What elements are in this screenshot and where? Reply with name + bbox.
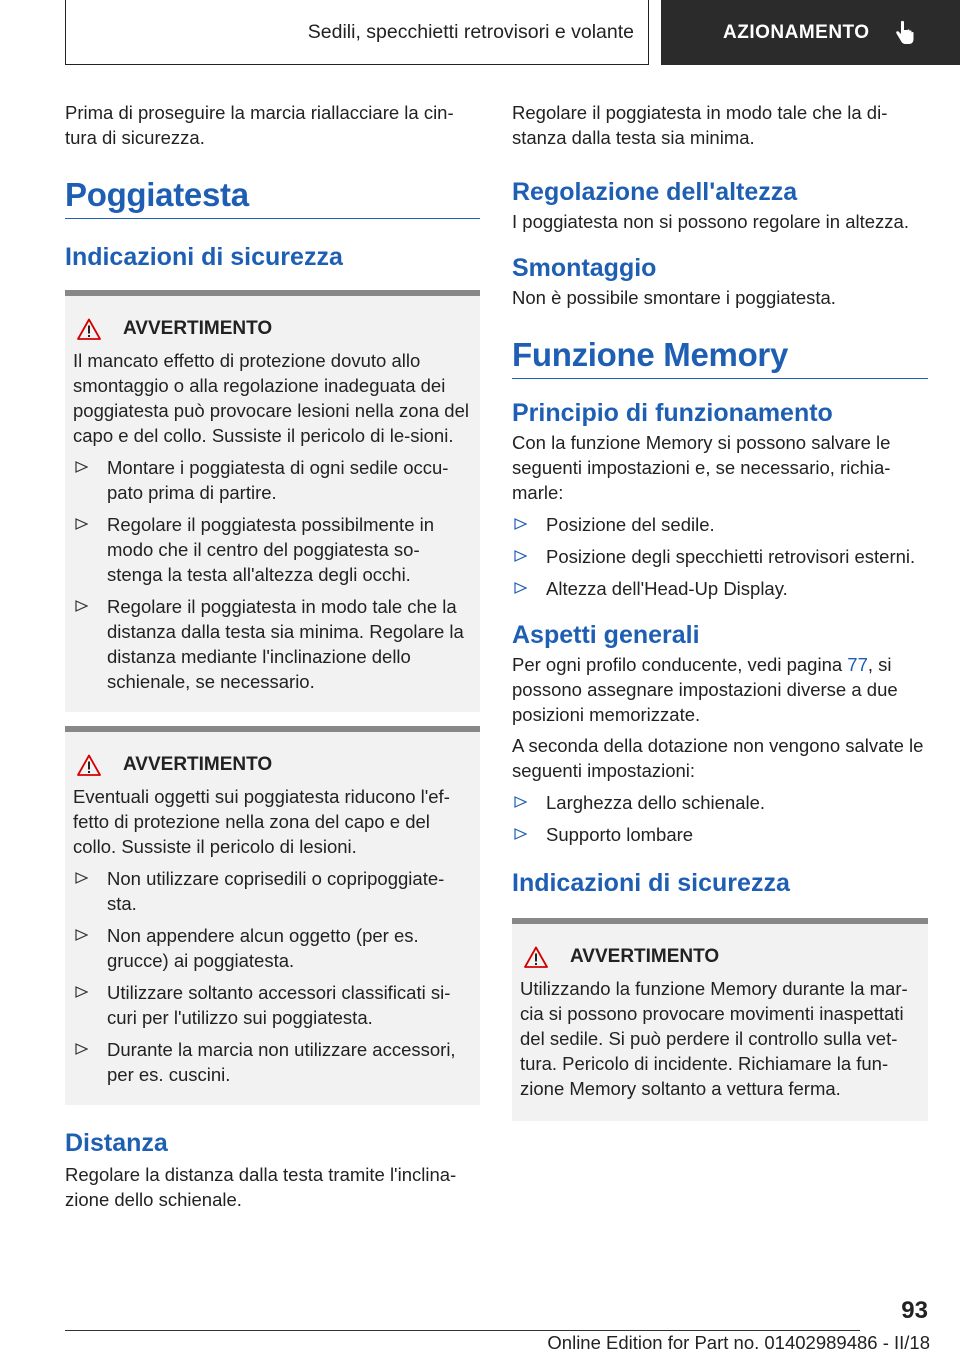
heading-removal: Smontaggio xyxy=(512,254,657,282)
list-item: Non utilizzare coprisedili o copripoggiate-sta. xyxy=(73,866,472,916)
general-paragraph: Per ogni profilo conducente, vedi pagina 77, si possono assegnare impostazioni diverse a due posizioni memorizzate. xyxy=(512,654,898,725)
warning-triangle-icon xyxy=(77,318,101,340)
page-number: 93 xyxy=(901,1297,928,1324)
warning-list-1 xyxy=(73,455,472,694)
warning-box-1 xyxy=(65,290,480,712)
list-item: Montare i poggiatesta di ogni sedile occu-pato prima di partire. xyxy=(73,455,472,505)
height-paragraph: I poggiatesta non si possono regolare in altezza. xyxy=(512,211,909,232)
warning-triangle-icon xyxy=(77,754,101,776)
footer-edition: Online Edition for Part no. 01402989486 - II/18 xyxy=(547,1332,930,1353)
header-section-box xyxy=(65,0,649,65)
heading-safety-left: Indicazioni di sicurezza xyxy=(65,243,343,271)
triangle-bullet-icon xyxy=(514,550,527,562)
footer-divider xyxy=(65,1330,860,1331)
header-chapter-box xyxy=(661,0,960,65)
warning-list-2 xyxy=(73,866,472,1087)
triangle-bullet-icon xyxy=(514,582,527,594)
heading-memory: Funzione Memory xyxy=(512,336,789,373)
warning-title-2: AVVERTIMENTO xyxy=(73,754,472,776)
distance-paragraph: Regolare la distanza dalla testa tramite l'inclina-zione dello schienale. xyxy=(65,1164,457,1210)
triangle-bullet-icon xyxy=(75,986,88,998)
intro-paragraph-right: Regolare il poggiatesta in modo tale che la di-stanza dalla testa sia minima. xyxy=(512,102,888,148)
principle-list xyxy=(512,512,928,601)
list-item: Posizione degli specchietti retrovisori esterni. xyxy=(512,544,928,569)
triangle-bullet-icon xyxy=(514,518,527,530)
heading-distance: Distanza xyxy=(65,1129,168,1157)
general-list xyxy=(512,790,928,847)
warning-text-3: Utilizzando la funzione Memory durante la mar-cia si possono provocare movimenti inaspettati del sedile. Si può perdere il controllo sulla vet-tura. Pericolo di incidente. Richiamare la fun-zione Memory soltanto a vettura ferma. xyxy=(520,978,908,1099)
list-item: Durante la marcia non utilizzare accessori, per es. cuscini. xyxy=(73,1037,472,1087)
header-chapter-title: AZIONAMENTO xyxy=(723,21,870,43)
triangle-bullet-icon xyxy=(75,600,88,612)
list-item: Regolare il poggiatesta in modo tale che la distanza dalla testa sia minima. Regolare la distanza mediante l'inclinazione dello schienale, se necessario. xyxy=(73,594,472,694)
warning-text-1: Il mancato effetto di protezione dovuto allo smontaggio o alla regolazione inadeguata dei poggiatesta può provocare lesioni nella zona del capo e del collo. Sussiste il pericolo di le-sioni. xyxy=(73,350,469,446)
triangle-bullet-icon xyxy=(75,518,88,530)
list-item: Regolare il poggiatesta possibilmente in modo che il centro del poggiatesta so-stenga la testa all'altezza degli occhi. xyxy=(73,512,472,587)
heading-poggiatesta: Poggiatesta xyxy=(65,176,249,213)
hand-pointer-icon xyxy=(892,20,916,46)
warning-box-2 xyxy=(65,726,480,1105)
warning-text-2: Eventuali oggetti sui poggiatesta riducono l'ef-fetto di protezione nella zona del capo e del collo. Sussiste il pericolo di lesioni. xyxy=(73,786,450,857)
heading-safety-right: Indicazioni di sicurezza xyxy=(512,869,790,897)
triangle-bullet-icon xyxy=(75,929,88,941)
list-item: Larghezza dello schienale. xyxy=(512,790,928,815)
list-item: Altezza dell'Head-Up Display. xyxy=(512,576,928,601)
triangle-bullet-icon xyxy=(514,796,527,808)
list-item: Supporto lombare xyxy=(512,822,928,847)
heading-memory-block xyxy=(512,336,928,379)
triangle-bullet-icon xyxy=(75,1043,88,1055)
list-item: Posizione del sedile. xyxy=(512,512,928,537)
heading-general: Aspetti generali xyxy=(512,621,700,649)
removal-paragraph: Non è possibile smontare i poggiatesta. xyxy=(512,287,836,308)
warning-box-3 xyxy=(512,918,928,1121)
general-paragraph-2: A seconda della dotazione non vengono salvate le seguenti impostazioni: xyxy=(512,735,924,781)
list-item: Non appendere alcun oggetto (per es. grucce) ai poggiatesta. xyxy=(73,923,472,973)
warning-title-3: AVVERTIMENTO xyxy=(520,946,920,968)
intro-paragraph: Prima di proseguire la marcia riallacciare la cin-tura di sicurezza. xyxy=(65,102,454,148)
warning-title-1: AVVERTIMENTO xyxy=(73,318,472,340)
list-item: Utilizzare soltanto accessori classificati si-curi per l'utilizzo sui poggiatesta. xyxy=(73,980,472,1030)
triangle-bullet-icon xyxy=(514,828,527,840)
heading-poggiatesta-block xyxy=(65,176,480,219)
heading-principle: Principio di funzionamento xyxy=(512,399,833,427)
principle-paragraph: Con la funzione Memory si possono salvare le seguenti impostazioni e, se necessario, richia-marle: xyxy=(512,432,891,503)
heading-height-adjust: Regolazione dell'altezza xyxy=(512,178,798,206)
right-column xyxy=(512,100,928,1121)
page-link-77[interactable]: 77 xyxy=(847,654,868,675)
triangle-bullet-icon xyxy=(75,872,88,884)
left-column xyxy=(65,100,480,1212)
triangle-bullet-icon xyxy=(75,461,88,473)
header-section-title: Sedili, specchietti retrovisori e volante xyxy=(307,20,634,43)
warning-triangle-icon xyxy=(524,946,548,968)
